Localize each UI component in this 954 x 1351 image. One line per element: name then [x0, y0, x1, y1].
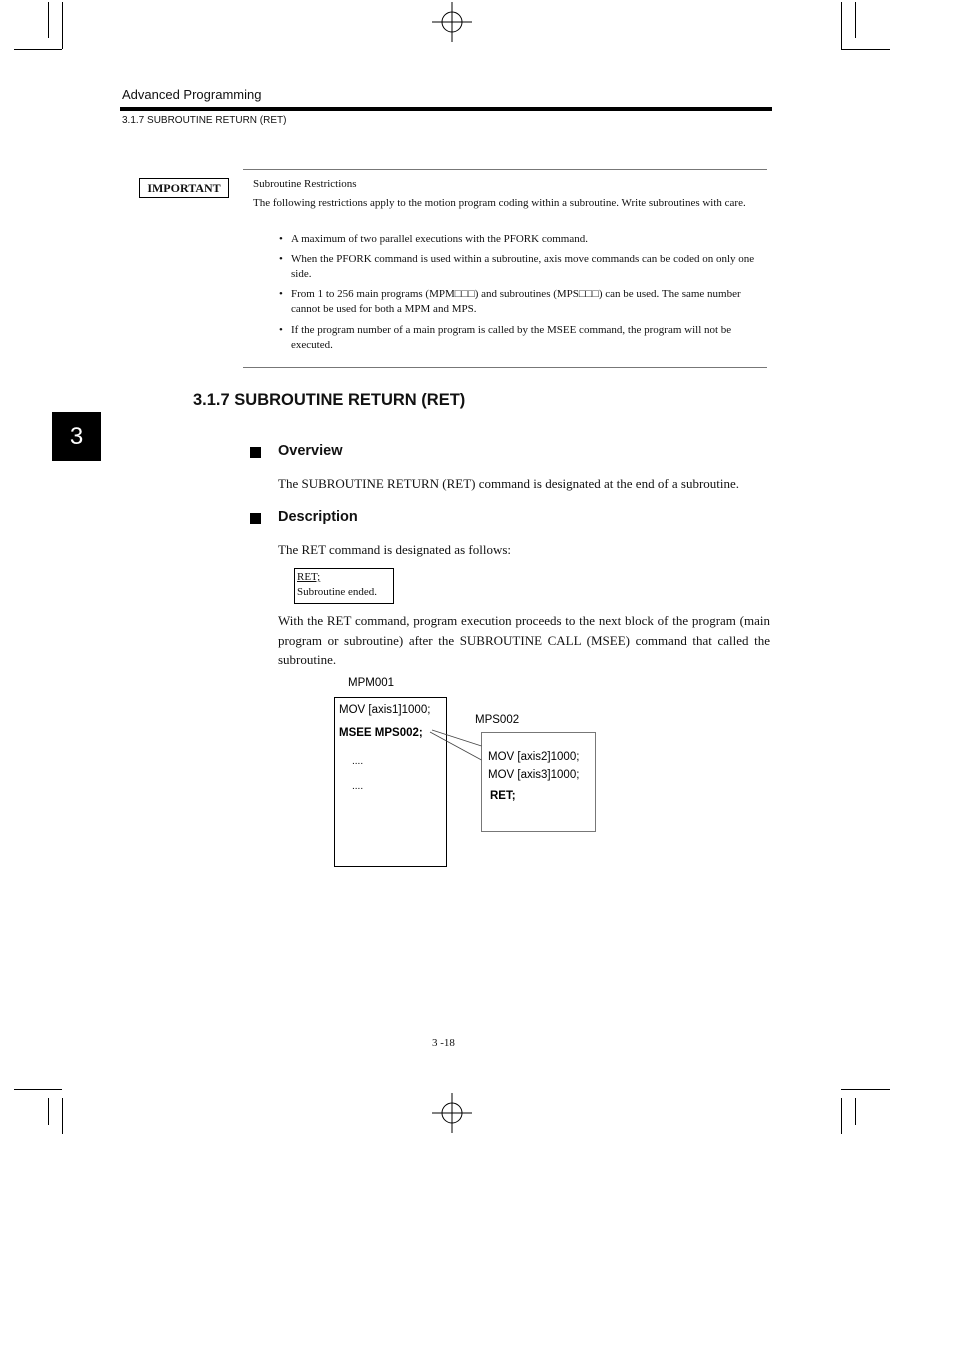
bullet-text: When the PFORK command is used within a subroutine, axis move commands can be coded on only one side. — [291, 253, 755, 280]
crop-mark — [14, 1089, 62, 1090]
main-program-label: MPM001 — [348, 677, 395, 689]
subroutine-box — [482, 733, 596, 832]
registration-mark-top — [432, 2, 472, 42]
page-number: 3 -18 — [432, 1037, 455, 1049]
chapter-tab: 3 — [52, 412, 101, 461]
important-title: Subroutine Restrictions — [253, 178, 357, 190]
running-section: 3.1.7 SUBROUTINE RETURN (RET) — [122, 115, 287, 126]
registration-mark-bottom — [432, 1093, 472, 1133]
description-bullet-square — [250, 513, 261, 524]
crop-mark — [48, 1098, 49, 1125]
call-connector — [432, 730, 482, 746]
crop-mark — [48, 2, 49, 38]
crop-mark — [855, 2, 856, 38]
bullet-dot: • — [279, 288, 283, 300]
crop-mark — [841, 1089, 890, 1090]
important-bottom-rule — [243, 367, 767, 368]
syntax-box — [294, 568, 394, 604]
description-paragraph: With the RET command, program execution proceeds to the next block of the program (main program or subroutine) after the SUBROUTINE CALL (MSEE) command that called the subroutine. — [278, 613, 770, 667]
bullet-text: If the program number of a main program is called by the MSEE command, the program will not be executed. — [291, 324, 732, 351]
crop-mark — [14, 49, 62, 50]
crop-mark — [841, 49, 890, 50]
header-rule — [120, 107, 772, 111]
overview-bullet-square — [250, 447, 261, 458]
main-line: .... — [352, 781, 364, 792]
syntax-code: RET; — [297, 571, 321, 583]
description-intro: The RET command is designated as follows: — [278, 542, 511, 557]
call-connector — [430, 732, 482, 760]
list-item — [279, 287, 763, 317]
bullet-text: A maximum of two parallel executions with the PFORK command. — [291, 233, 588, 245]
list-item — [279, 232, 763, 247]
crop-mark — [62, 1098, 63, 1134]
crop-mark — [855, 1098, 856, 1125]
bullet-dot: • — [279, 233, 283, 245]
description-heading: Description — [278, 509, 358, 525]
list-item — [279, 252, 763, 282]
important-label: IMPORTANT — [139, 178, 229, 198]
list-item — [279, 323, 763, 353]
crop-mark — [841, 2, 842, 49]
section-heading: 3.1.7 SUBROUTINE RETURN (RET) — [193, 391, 466, 409]
important-top-rule — [243, 169, 767, 170]
overview-heading: Overview — [278, 443, 343, 459]
main-line: .... — [352, 756, 364, 767]
subroutine-line: MOV [axis3]1000; — [488, 769, 580, 781]
main-line-call: MSEE MPS002; — [339, 727, 423, 739]
crop-mark — [62, 2, 63, 49]
running-head: Advanced Programming — [122, 87, 262, 102]
subroutine-label: MPS002 — [475, 714, 520, 726]
overview-text: The SUBROUTINE RETURN (RET) command is designated at the end of a subroutine. — [278, 476, 740, 491]
important-intro: The following restrictions apply to the motion program coding within a subroutine. Write subroutines with care. — [253, 197, 746, 209]
bullet-text: From 1 to 256 main programs (MPM□□□) and subroutines (MPS□□□) can be used. The same number cannot be used for both a MPM and MPS. — [291, 288, 741, 315]
bullet-dot: • — [279, 253, 283, 265]
subroutine-line: MOV [axis2]1000; — [488, 751, 580, 763]
main-line: MOV [axis1]1000; — [339, 704, 431, 716]
syntax-meaning: Subroutine ended. — [297, 586, 378, 598]
crop-mark — [841, 1098, 842, 1134]
call-diagram — [300, 670, 630, 880]
subroutine-line-ret: RET; — [490, 790, 516, 802]
bullet-dot: • — [279, 324, 283, 336]
